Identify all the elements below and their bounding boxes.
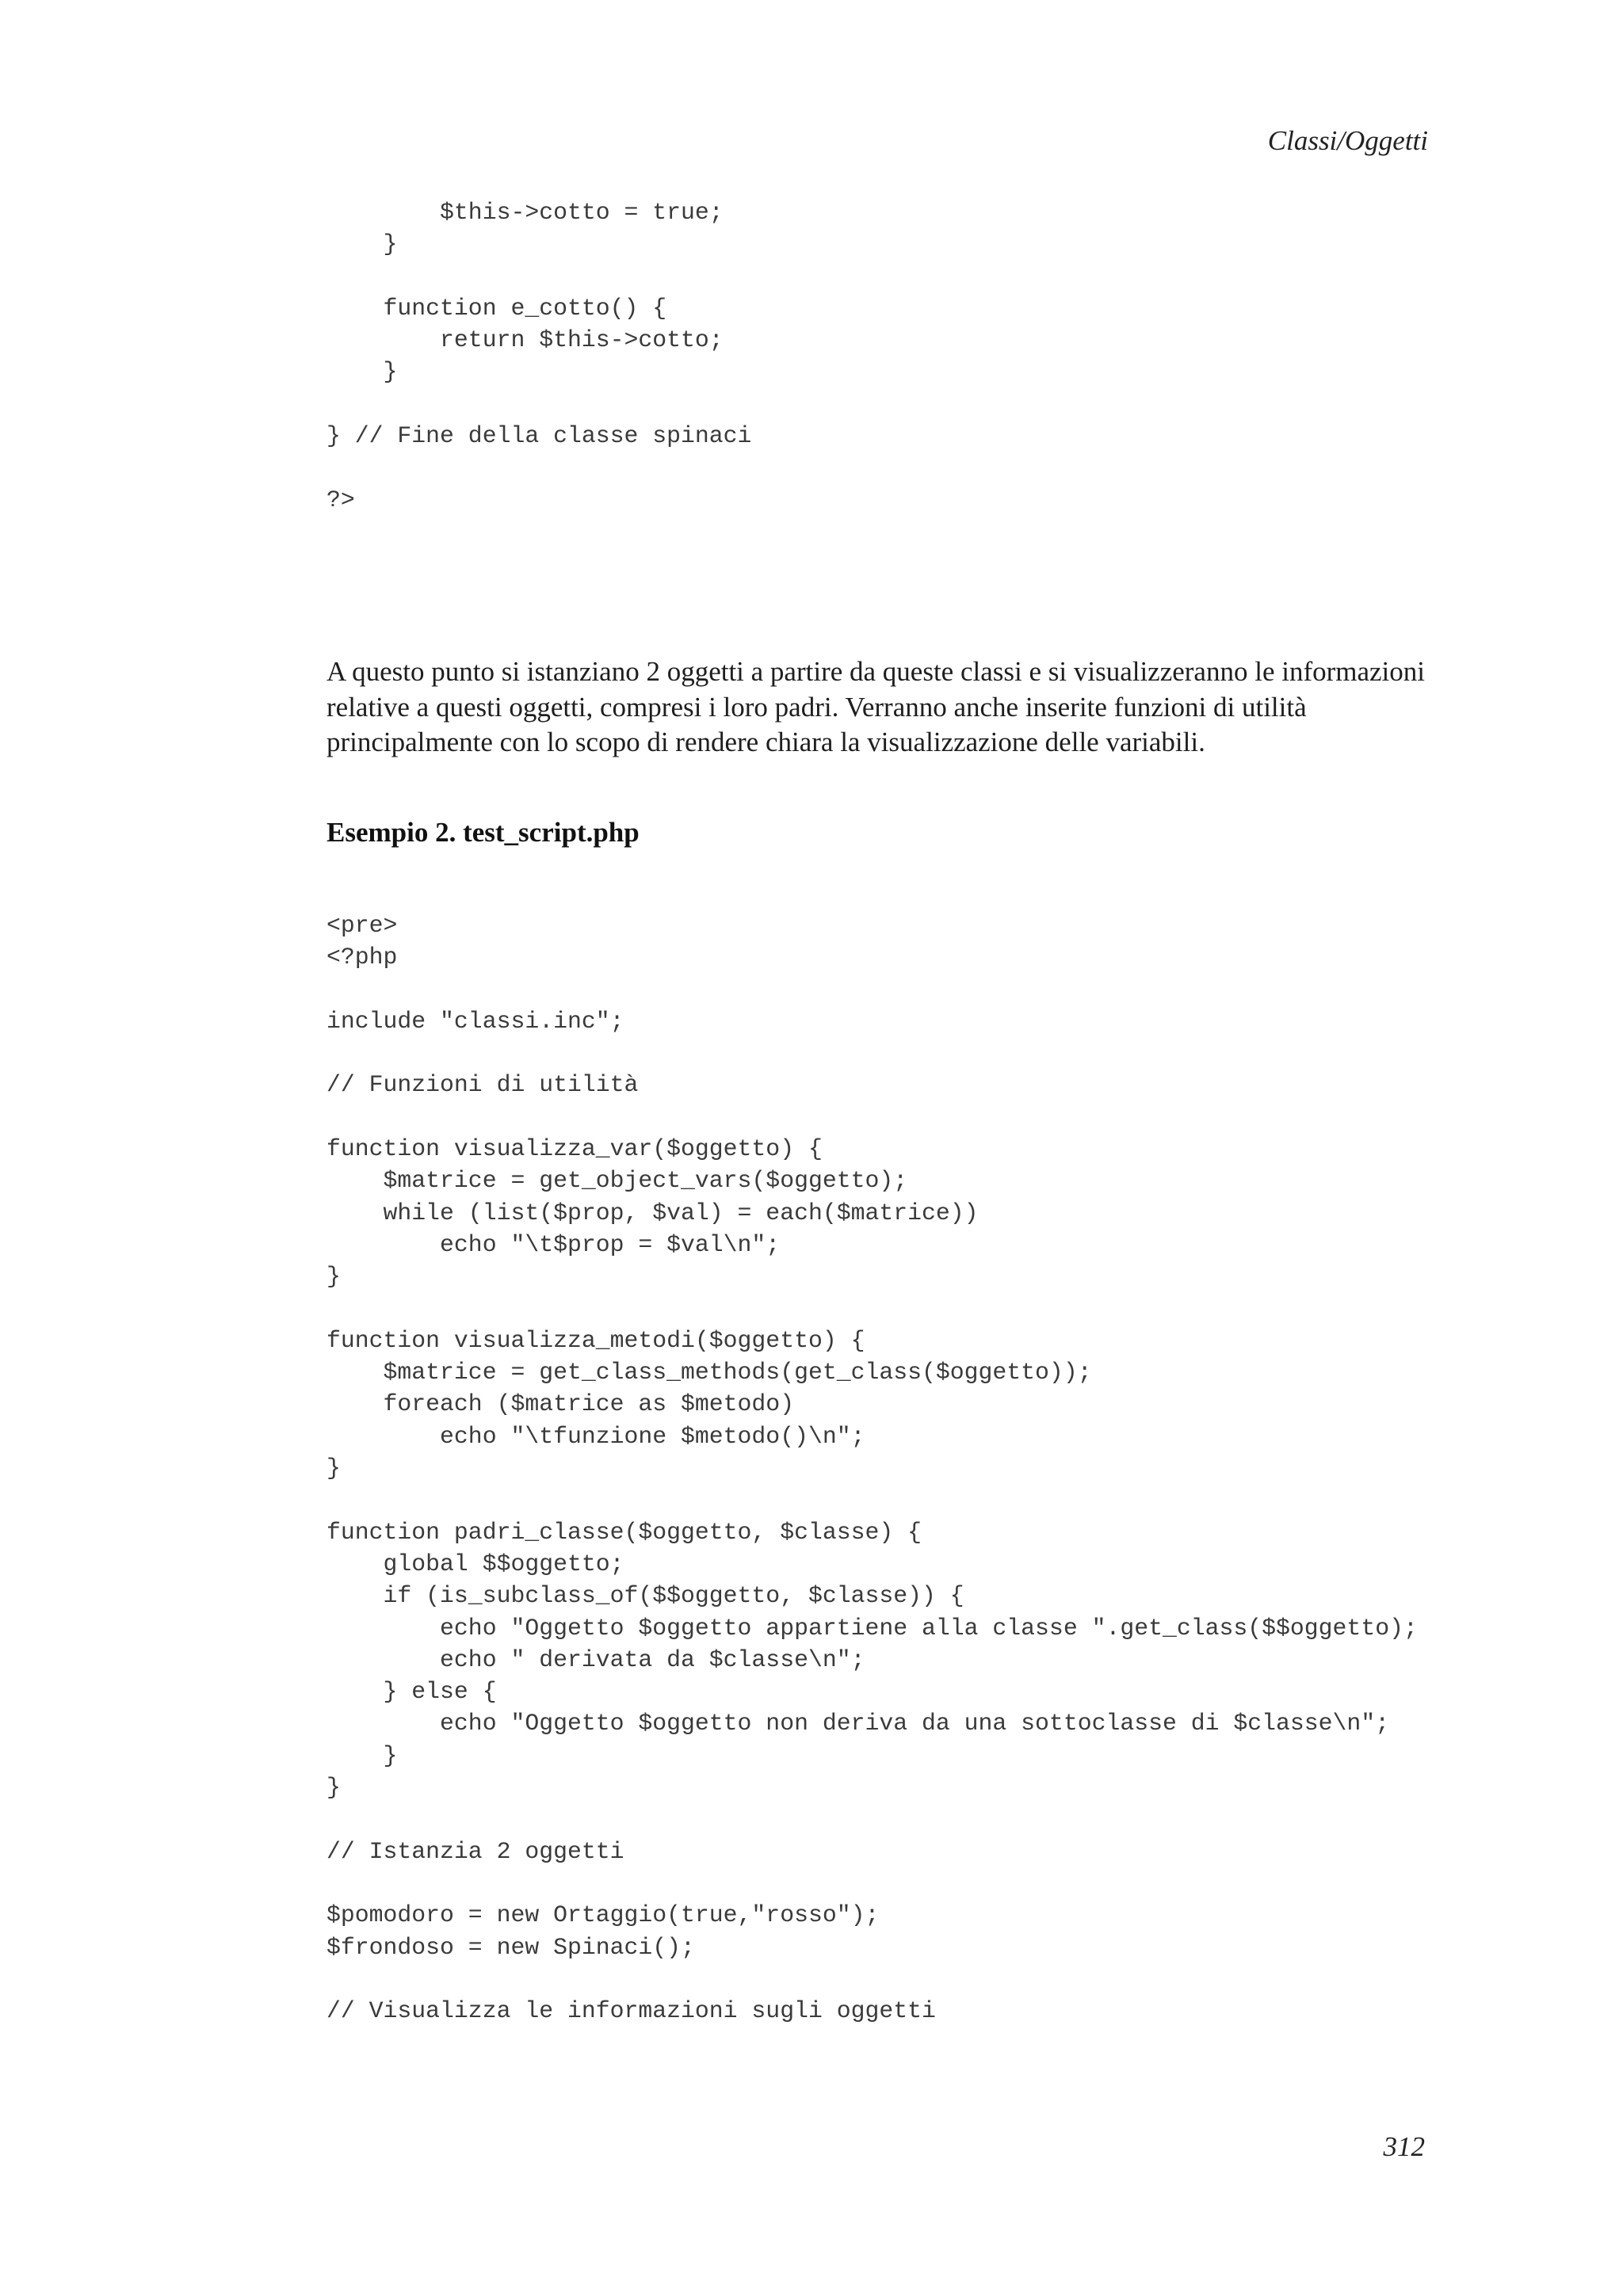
code-line: function visualizza_metodi($oggetto) { [327,1326,865,1354]
code-line: // Istanzia 2 oggetti [327,1837,624,1865]
code-line: $this->cotto = true; [327,199,724,226]
code-line [327,1867,1418,1899]
code-line: echo "Oggetto $oggetto appartiene alla classe ".get_class($$oggetto); [327,1614,1418,1642]
code-line: } // Fine della classe spinaci [327,422,752,450]
code-line [327,452,751,483]
code-line [327,1803,1418,1835]
code-line: while (list($prop, $val) = each($matrice)) [327,1199,979,1226]
code-line: foreach ($matrice as $metodo) [327,1390,795,1418]
code-line [327,974,1418,1005]
code-line: global $$oggetto; [327,1550,624,1577]
code-block-top [327,196,751,516]
code-line: $matrice = get_class_methods(get_class($oggetto)); [327,1359,1092,1386]
code-line: include "classi.inc"; [327,1007,624,1035]
code-line: } [327,1774,341,1802]
code-line: <pre> [327,912,398,939]
code-line: // Funzioni di utilità [327,1071,639,1099]
code-line [327,388,751,420]
code-line: } [327,1263,341,1291]
code-line: echo "Oggetto $oggetto non deriva da una sottoclasse di $classe\n"; [327,1710,1390,1737]
code-line: function e_cotto() { [327,294,667,322]
code-line: ?> [327,486,355,513]
code-line: // Visualizza le informazioni sugli oggetti [327,1997,936,2025]
code-line: function padri_classe($oggetto, $classe) { [327,1518,922,1546]
code-line: <?php [327,944,398,971]
code-line: } [327,1741,398,1769]
code-line [327,1484,1418,1516]
code-line: } [327,231,398,258]
body-paragraph: A questo punto si istanziano 2 oggetti a partire da queste classi e si visualizzeranno le informazioni relative a questi oggetti, compresi i loro padri. Verranno anche inserite funzioni di utilità principalmente con lo scopo di rendere chiara la visualizzazione delle variabili. [327,656,1426,757]
page-number: 312 [1383,2131,1425,2162]
code-line: echo "\tfunzione $metodo()\n"; [327,1422,865,1450]
code-line [327,1037,1418,1069]
code-line: } [327,1455,341,1482]
code-line: if (is_subclass_of($$oggetto, $classe)) { [327,1582,964,1610]
code-line: function visualizza_var($oggetto) { [327,1135,823,1163]
code-line: return $this->cotto; [327,326,724,354]
code-block-main [327,910,1418,2027]
code-line: $frondoso = new Spinaci(); [327,1933,695,1961]
code-line [327,1963,1418,1995]
code-line: } else { [327,1678,497,1706]
running-header: Classi/Oggetti [1267,125,1428,156]
code-line: $matrice = get_object_vars($oggetto); [327,1167,908,1195]
code-line [327,1293,1418,1325]
code-line: echo " derivata da $classe\n"; [327,1646,865,1673]
code-line [327,1101,1418,1133]
code-line: $pomodoro = new Ortaggio(true,"rosso"); [327,1901,880,1929]
code-line [327,261,751,292]
example-title: Esempio 2. test_script.php [327,817,640,848]
code-line: } [327,358,398,386]
code-line: echo "\t$prop = $val\n"; [327,1230,781,1258]
